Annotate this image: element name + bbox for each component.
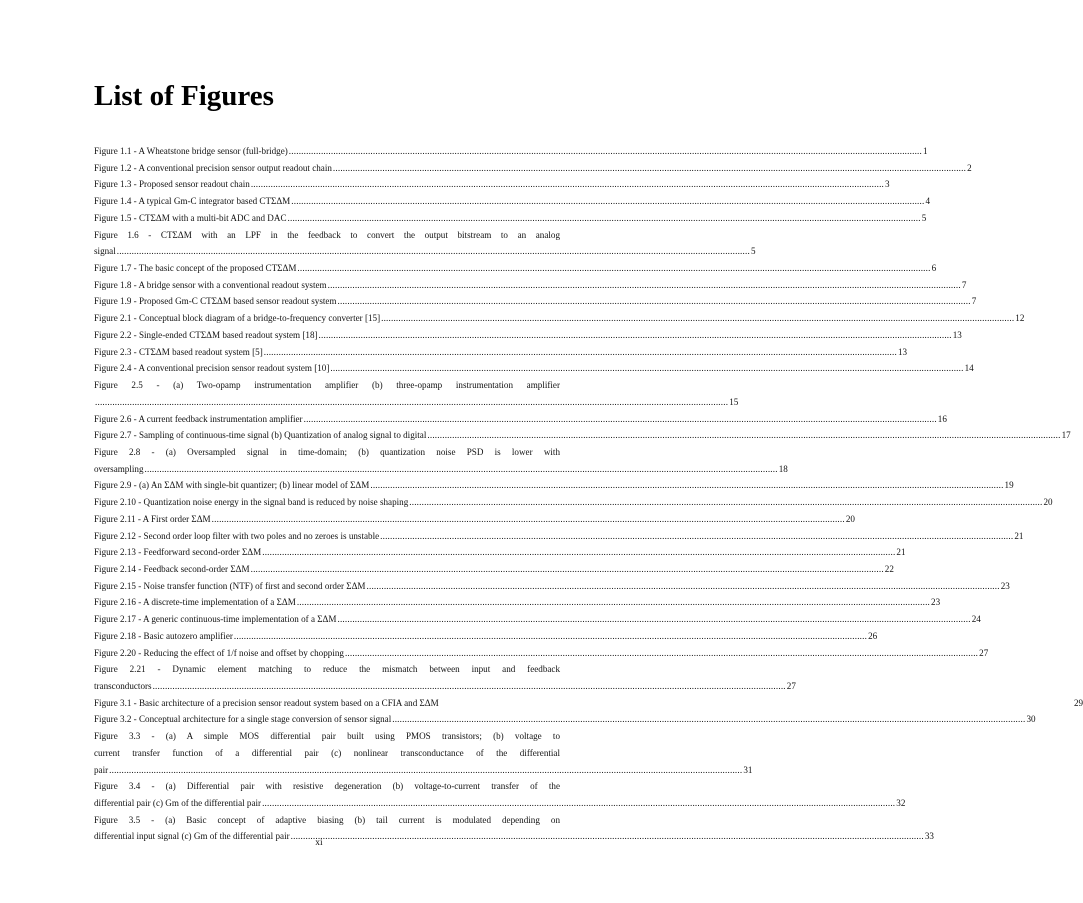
dot-leader [251, 176, 884, 193]
figure-entry-text: Figure 2.4 - A conventional precision sensor readout system [10] [94, 363, 330, 374]
figure-entry[interactable] [94, 327, 962, 344]
figure-entry[interactable] [94, 628, 878, 645]
dot-leader [381, 310, 1014, 327]
figure-page-number: 13 [897, 346, 908, 357]
figure-entry[interactable] [94, 494, 1053, 511]
dot-leader [234, 628, 867, 645]
figure-page-number: 6 [931, 263, 937, 274]
figure-page-number: 33 [924, 831, 934, 842]
figure-entry[interactable] [94, 728, 753, 778]
dot-leader [297, 260, 930, 277]
figure-entry[interactable] [94, 477, 1014, 494]
figure-entry-text: Figure 2.6 - A current feedback instrumentation amplifier [94, 413, 303, 424]
figure-entry-text: Figure 2.1 - Conceptual block diagram of a bridge-to-frequency converter [15] [94, 313, 381, 324]
figure-entry-text: Figure 3.1 - Basic architecture of a precision sensor readout system based on a CFIA and ΣΔM [94, 697, 439, 708]
figure-page-number: 26 [868, 630, 878, 641]
dot-leader [264, 344, 897, 361]
dot-leader [262, 544, 895, 561]
figure-page-number: 3 [885, 179, 890, 190]
figure-entry[interactable] [94, 561, 894, 578]
figure-page-number: 23 [931, 597, 941, 608]
figure-entry-text: Figure 1.9 - Proposed Gm-C CTΣΔM based sensor readout system [94, 296, 337, 307]
dot-leader [328, 277, 961, 294]
figure-entry-text: Figure 2.15 - Noise transfer function (NTF) of first and second order ΣΔM [94, 580, 366, 591]
dot-leader [288, 210, 921, 227]
page-number: xi [315, 838, 323, 848]
figure-entry[interactable] [94, 210, 927, 227]
dot-leader [380, 528, 1013, 545]
figure-entry-text: Figure 2.18 - Basic autozero amplifier [94, 630, 233, 641]
figure-entry[interactable] [94, 594, 941, 611]
figure-entry-text: Figure 2.20 - Reducing the effect of 1/f noise and offset by chopping [94, 647, 344, 658]
figure-entry-text: Figure 1.4 - A typical Gm-C integrator based CTΣΔM [94, 196, 291, 207]
figure-entry[interactable] [94, 377, 739, 410]
figure-entry-text: transconductors [94, 681, 152, 691]
figure-page-number: 27 [979, 647, 989, 658]
figure-page-number: 13 [952, 329, 962, 340]
figure-entry-text: Figure 2.17 - A generic continuous-time implementation of a ΣΔM [94, 614, 337, 625]
figure-page-number: 16 [937, 413, 947, 424]
figure-entry-text: Figure 1.1 - A Wheatstone bridge sensor (full-bridge) [94, 146, 288, 156]
figure-entry-text: Figure 2.3 - CTΣΔM based readout system [5] [94, 346, 263, 357]
figure-page-number: 19 [1004, 480, 1014, 491]
figure-entry[interactable] [94, 544, 906, 561]
figure-page-number: 23 [1000, 580, 1010, 591]
figure-entry-text: Figure 1.5 - CTΣΔM with a multi-bit ADC and DAC [94, 212, 287, 223]
dot-leader [145, 461, 778, 478]
figure-entry-text: Figure 2.10 - Quantization noise energy in the signal band is reduced by noise shaping [94, 497, 409, 508]
dot-leader [117, 243, 750, 260]
figure-entry-text: Figure 2.7 - Sampling of continuous-time signal (b) Quantization of analog signal to digital [94, 430, 427, 441]
figure-list [94, 143, 1083, 845]
figure-entry-text: Figure 2.12 - Second order loop filter with two poles and no zeroes is unstable [94, 530, 380, 541]
dot-leader [345, 645, 978, 662]
dot-leader [330, 360, 963, 377]
figure-entry-text: Figure 1.7 - The basic concept of the proposed CTΣΔM [94, 263, 297, 274]
figure-entry-text: Figure 2.2 - Single-ended CTΣΔM based readout system [18] [94, 329, 318, 340]
figure-page-number: 18 [778, 463, 788, 474]
figure-entry[interactable] [94, 293, 977, 310]
page-title: List of Figures [94, 80, 274, 112]
figure-entry-text: differential pair (c) Gm of the differential pair [94, 798, 262, 809]
figure-entry-text: Figure 2.16 - A discrete-time implementation of a ΣΔM [94, 597, 296, 608]
figure-page-number: 7 [961, 279, 967, 290]
dot-leader [337, 611, 970, 628]
figure-entry[interactable] [94, 176, 890, 193]
dot-leader [153, 678, 786, 695]
figure-entry[interactable] [94, 528, 1024, 545]
figure-entry[interactable] [94, 695, 1083, 712]
dot-leader [297, 594, 930, 611]
figure-entry-text: Figure 2.11 - A First order ΣΔM [94, 513, 211, 524]
figure-entry-text: Figure 1.8 - A bridge sensor with a conventional readout system [94, 279, 327, 290]
figure-page-number: 21 [896, 547, 906, 558]
figure-entry[interactable] [94, 344, 908, 361]
figure-page-number: 27 [786, 681, 796, 691]
figure-entry[interactable] [94, 260, 937, 277]
figure-entry-text: Figure 3.2 - Conceptual architecture for a single stage conversion of sensor signal [94, 714, 392, 725]
figure-entry[interactable] [94, 444, 788, 477]
figure-page-number: 7 [971, 296, 977, 307]
figure-entry-text: Figure 1.6 - CTΣΔM with an LPF in the feedback to convert the output bitstream to an analog [94, 229, 560, 240]
figure-entry-text: signal [94, 246, 116, 257]
dot-leader [370, 477, 1003, 494]
figure-entry[interactable] [94, 661, 796, 694]
figure-page-number: 5 [750, 246, 756, 257]
figure-entry-text: Figure 3.3 - (a) A simple MOS differential pair built using PMOS transistors; (b) voltage to [94, 731, 560, 742]
figure-entry[interactable] [94, 143, 928, 160]
figure-entry[interactable] [94, 360, 974, 377]
figure-page-number: 30 [1026, 714, 1036, 725]
figure-entry-text: oversampling [94, 463, 144, 474]
figure-page-number: 32 [896, 798, 906, 809]
figure-page-number: 17 [1061, 430, 1071, 441]
figure-entry-text: pair [94, 764, 109, 775]
figure-page-number: 14 [964, 363, 974, 374]
dot-leader [95, 394, 728, 411]
figure-entry[interactable] [94, 277, 967, 294]
figure-entry[interactable] [94, 193, 931, 210]
figure-entry-text: Figure 2.5 - (a) Two-opamp instrumentation amplifier (b) three-opamp instrumentation amplifier [94, 380, 560, 391]
figure-page-number: 5 [921, 212, 927, 223]
figure-page-number: 29 [1073, 697, 1083, 708]
dot-leader [304, 411, 937, 428]
figure-entry[interactable] [94, 411, 947, 428]
figure-entry-text: current transfer function of a differential pair (c) nonlinear transconductance of the differential [94, 747, 560, 758]
figure-entry[interactable] [94, 778, 906, 811]
figure-entry[interactable] [94, 160, 972, 177]
figure-entry-text: Figure 1.3 - Proposed sensor readout chain [94, 179, 250, 190]
figure-page-number: 21 [1014, 530, 1024, 541]
figure-page-number: 2 [967, 162, 972, 173]
figure-page-number: 20 [845, 513, 855, 524]
figure-entry-text: differential input signal (c) Gm of the differential pair [94, 831, 290, 842]
dot-leader [427, 427, 1060, 444]
figure-page-number: 22 [884, 563, 894, 574]
dot-leader [333, 160, 966, 177]
dot-leader [409, 494, 1042, 511]
dot-leader [212, 511, 845, 528]
figure-entry[interactable] [94, 310, 1025, 327]
figure-entry[interactable] [94, 611, 981, 628]
dot-leader [291, 193, 924, 210]
dot-leader [251, 561, 884, 578]
figure-entry-text: Figure 2.21 - Dynamic element matching to reduce the mismatch between input and feedback [94, 664, 560, 675]
figure-entry-text: Figure 2.13 - Feedforward second-order ΣΔM [94, 547, 262, 558]
figure-page-number: 4 [925, 196, 931, 207]
dot-leader [392, 711, 1025, 728]
figure-entry-text: Figure 1.2 - A conventional precision sensor output readout chain [94, 162, 332, 173]
figure-page-number: 20 [1043, 497, 1053, 508]
figure-entry[interactable] [94, 227, 756, 260]
figure-entry[interactable] [94, 578, 1010, 595]
dot-leader [338, 293, 971, 310]
figure-page-number: 31 [743, 764, 753, 775]
dot-leader [262, 795, 895, 812]
figure-page-number: 1 [923, 146, 928, 156]
dot-leader [109, 762, 742, 779]
dot-leader [289, 143, 922, 160]
figure-entry-text: Figure 3.5 - (a) Basic concept of adaptive biasing (b) tail current is modulated depending on [94, 814, 560, 825]
figure-entry-text: Figure 2.9 - (a) An ΣΔM with single-bit quantizer; (b) linear model of ΣΔM [94, 480, 370, 491]
figure-page-number: 24 [971, 614, 981, 625]
figure-entry[interactable] [94, 645, 989, 662]
figure-entry-text: Figure 2.8 - (a) Oversampled signal in time-domain; (b) quantization noise PSD is lower with [94, 446, 560, 457]
dot-leader [367, 578, 1000, 595]
figure-page-number: 15 [729, 396, 739, 407]
figure-entry-text: Figure 3.4 - (a) Differential pair with resistive degeneration (b) voltage-to-current transfer of the [94, 781, 560, 792]
figure-entry[interactable] [94, 711, 1036, 728]
figure-page-number: 12 [1015, 313, 1025, 324]
dot-leader [319, 327, 952, 344]
figure-entry-text: Figure 2.14 - Feedback second-order ΣΔM [94, 563, 250, 574]
figure-entry[interactable] [94, 427, 1071, 444]
figure-entry[interactable] [94, 511, 855, 528]
